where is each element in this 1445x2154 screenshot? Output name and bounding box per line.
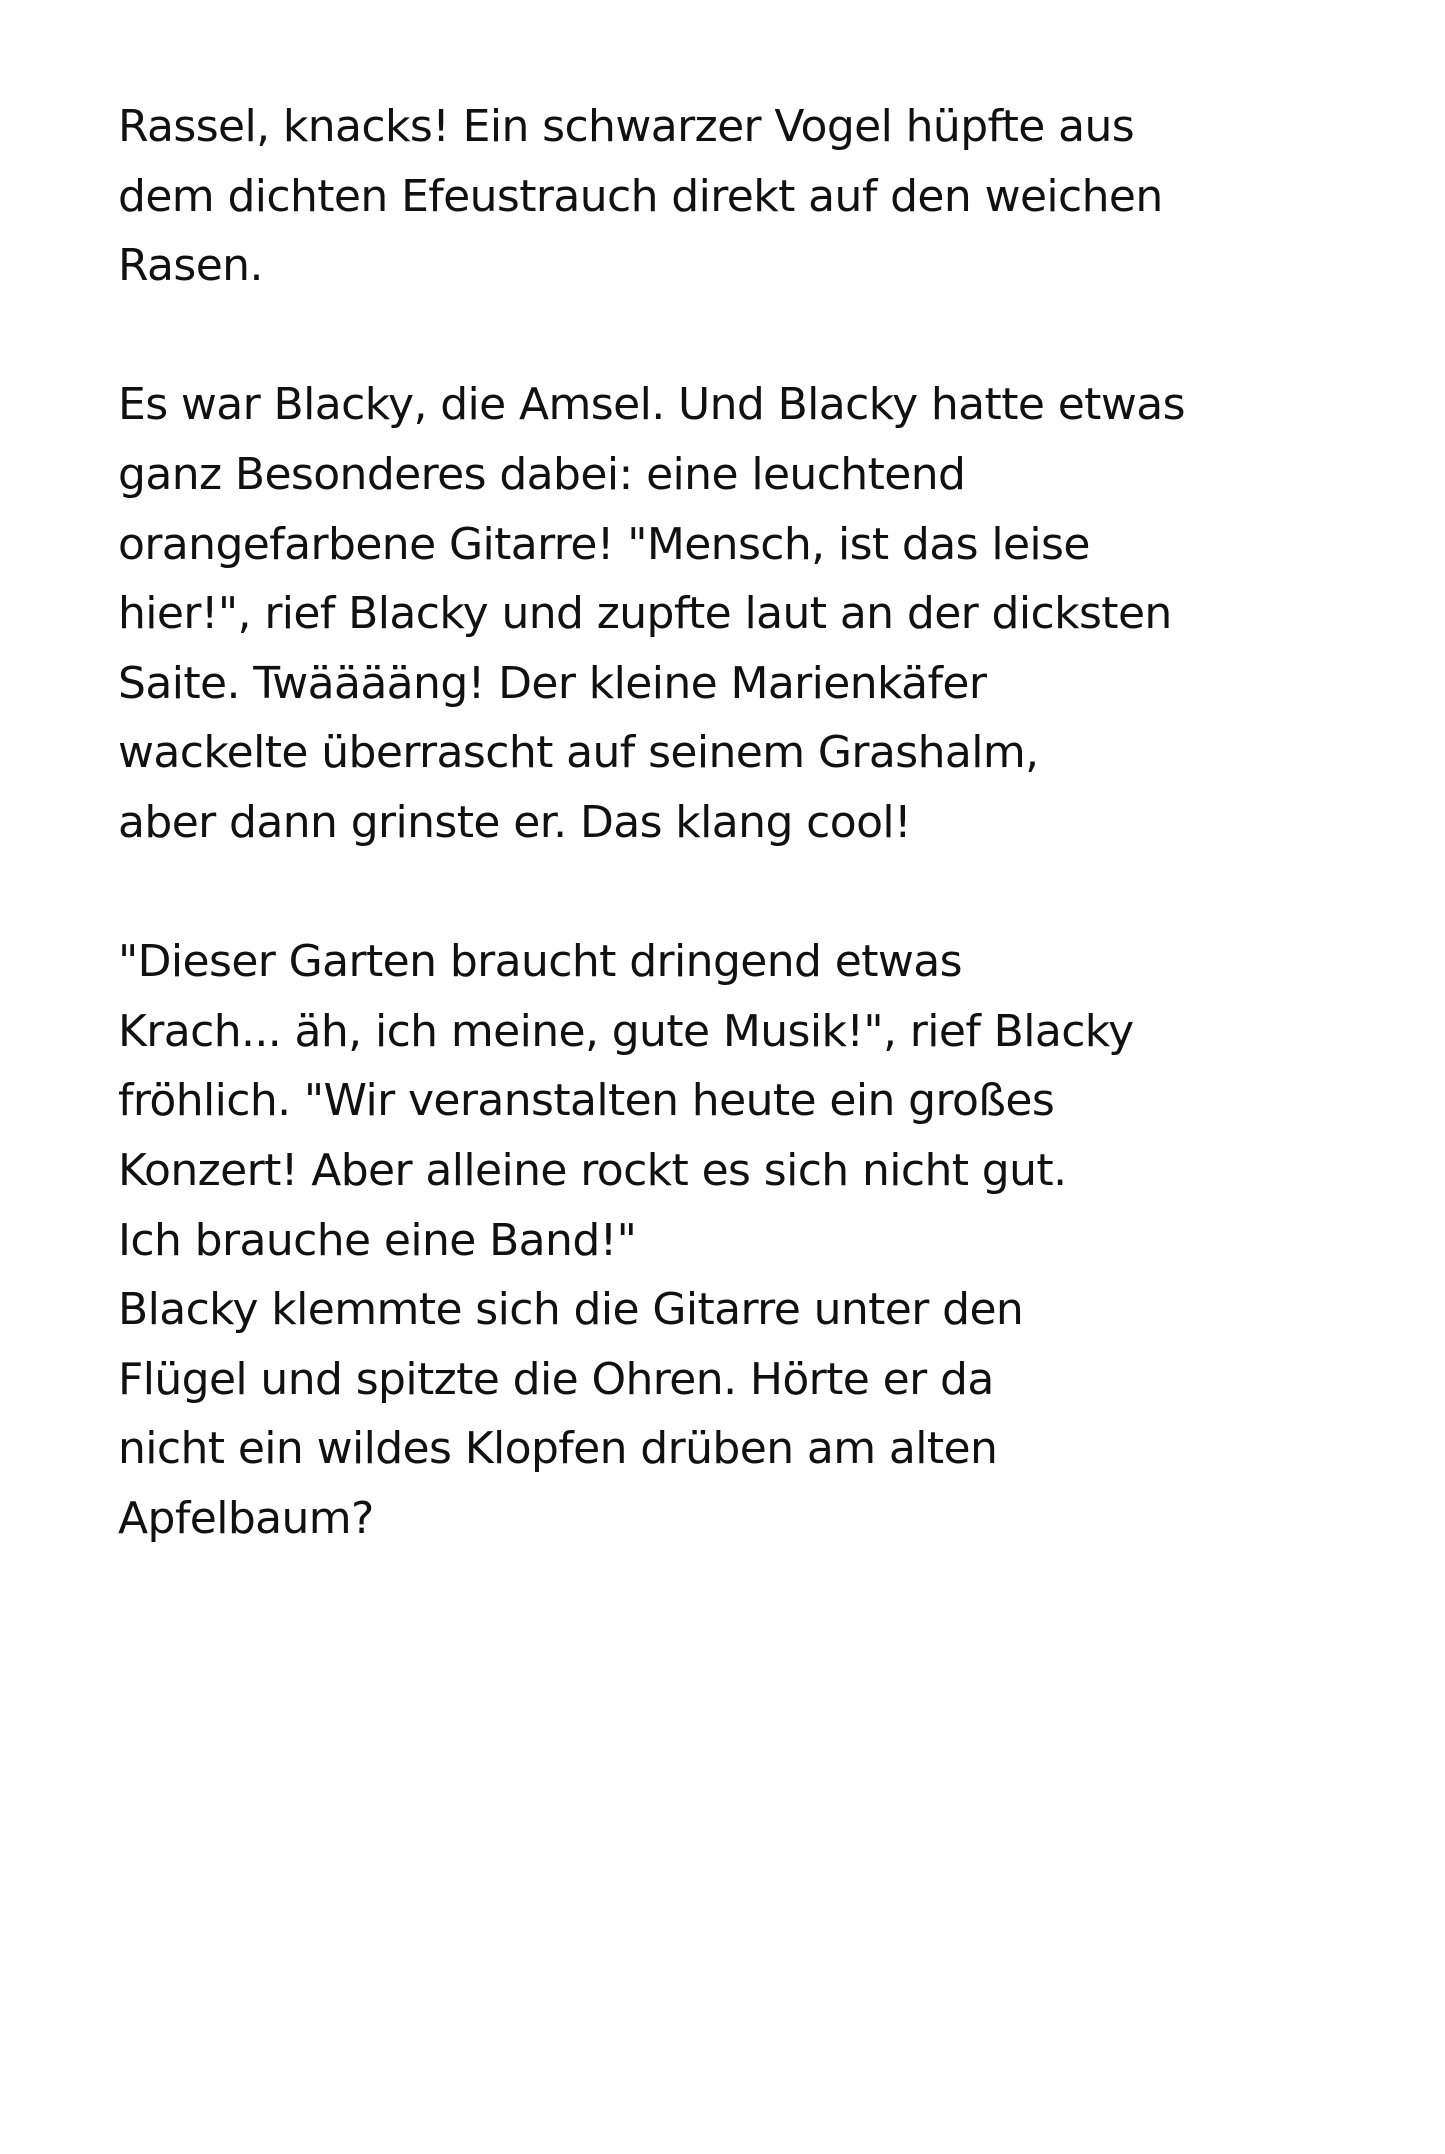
text-line: Konzert! Aber alleine rockt es sich nicht gut. [118, 1144, 1067, 1196]
story-page [118, 92, 1378, 1553]
text-line: ganz Besonderes dabei: eine leuchtend [118, 448, 966, 500]
paragraph-2 [118, 370, 1378, 857]
text-line: Flügel und spitzte die Ohren. Hörte er da [118, 1353, 994, 1405]
text-line: Blacky klemmte sich die Gitarre unter den [118, 1284, 1024, 1336]
paragraph-1 [118, 92, 1378, 301]
text-line: nicht ein wildes Klopfen drüben am alten [118, 1423, 998, 1475]
text-line: Ich brauche eine Band!" [118, 1214, 637, 1266]
text-line: dem dichten Efeustrauch direkt auf den weichen [118, 170, 1163, 222]
text-line: Es war Blacky, die Amsel. Und Blacky hatte etwas [118, 379, 1185, 431]
text-line: Rassel, knacks! Ein schwarzer Vogel hüpfte aus [118, 101, 1135, 152]
text-line: Krach... äh, ich meine, gute Musik!", rief Blacky [118, 1005, 1134, 1057]
text-line: Saite. Twääääng! Der kleine Marienkäfer [118, 657, 987, 709]
text-line: aber dann grinste er. Das klang cool! [118, 796, 912, 848]
text-line: wackelte überrascht auf seinem Grashalm, [118, 727, 1039, 779]
text-line: hier!", rief Blacky und zupfte laut an der dicksten [118, 588, 1172, 640]
paragraph-4 [118, 1275, 1378, 1553]
text-line: fröhlich. "Wir veranstalten heute ein großes [118, 1075, 1055, 1127]
text-line: Rasen. [118, 240, 263, 292]
text-line: Apfelbaum? [118, 1492, 374, 1544]
text-line: "Dieser Garten braucht dringend etwas [118, 936, 962, 988]
text-line: orangefarbene Gitarre! "Mensch, ist das leise [118, 518, 1090, 570]
paragraph-3 [118, 927, 1378, 1275]
